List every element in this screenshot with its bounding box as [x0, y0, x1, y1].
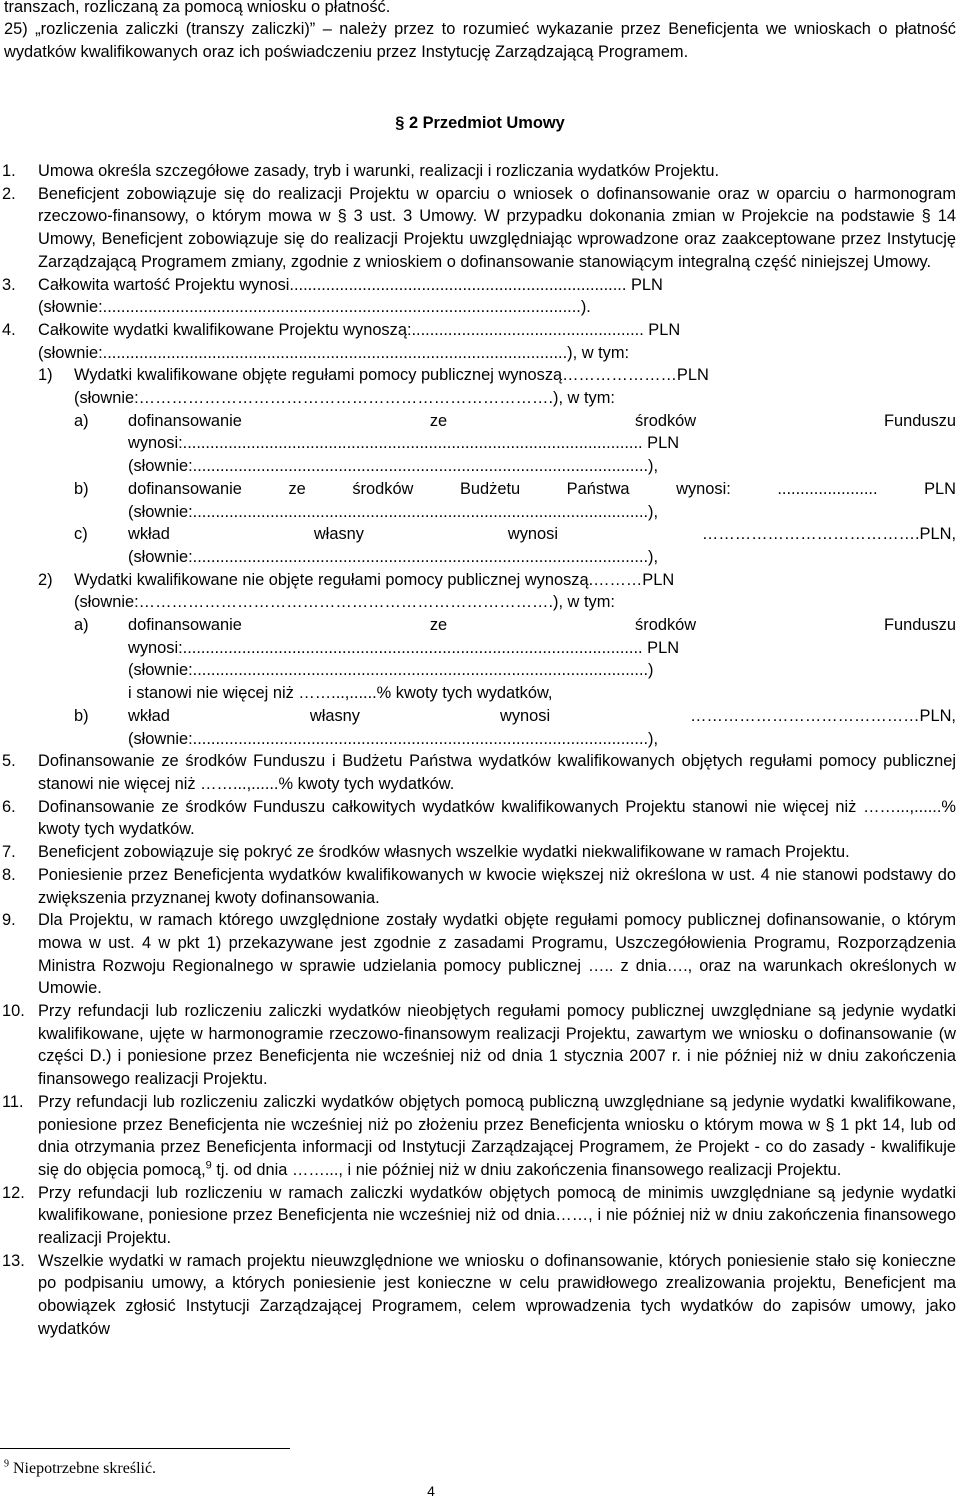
sub-sub-item [74, 410, 956, 478]
sub-text: wynosi:..................................................................................................... PLN [128, 434, 680, 453]
list-item [0, 864, 956, 909]
sub-label: c) [74, 525, 88, 544]
item-text: Dofinansowanie ze środków Funduszu całkowitych wydatków kwalifikowanych Projektu stanowi nie więcej niż ……...,......% kwoty tych wydatków. [38, 797, 956, 839]
sub-text: (słownie:....................................................................................................), [128, 457, 659, 476]
item-number: 5. [2, 752, 16, 771]
sub-sub-item [74, 614, 956, 705]
list-item [0, 160, 956, 183]
footnote-separator [0, 1448, 290, 1449]
sub-text: Wydatki kwalifikowane objęte regułami pomocy publicznej wynoszą…………………PLN [74, 366, 709, 385]
item-text: tj. od dnia ……..., i nie później niż w dniu zakończenia finansowego realizacji Projektu. [211, 1160, 842, 1179]
item-text: Dofinansowanie ze środków Funduszu i Budżetu Państwa wydatków kwalifikowanych objętych regułami pomocy publicznej stanowi nie więcej niż ……...,......% kwoty tych wydatków. [38, 752, 956, 793]
list-item [0, 796, 956, 841]
item-text: Umowa określa szczegółowe zasady, tryb i warunki, realizacji i rozliczania wydatków Projektu. [38, 162, 720, 180]
list-item [0, 274, 956, 319]
page-number: 4 [427, 1483, 435, 1499]
sub-text: (słownie:………………………………………………………………….), w tym: [74, 593, 615, 612]
sub-item [38, 364, 956, 568]
item-text: Przy refundacji lub rozliczeniu zaliczki wydatków objętych pomocą publiczną uwzględniane są jedynie wydatki kwalifikowane, poniesione przez Beneficjenta nie wcześniej niż po złożeniu przez Beneficjenta wniosku o którym mowa w § 1 pkt 14, lub od dnia otrzymania przez Beneficjenta informacji od Instytucji Zarządzającej Programem, że Projekt - co do zasady - kwalifikuje się do objęcia pomocą, [38, 1092, 956, 1179]
list-item [0, 1182, 956, 1250]
item-number: 6. [2, 797, 16, 816]
article-list [0, 160, 956, 1341]
item-text: Beneficjent zobowiązuje się pokryć ze środków własnych wszelkie wydatki niekwalifikowane w ramach Projektu. [38, 843, 850, 862]
sub-label: a) [74, 616, 89, 635]
sub-text: i stanowi nie więcej niż ……...,......% kwoty tych wydatków, [128, 684, 553, 703]
sub-text: (słownie:....................................................................................................), [128, 502, 659, 521]
item-text: Beneficjent zobowiązuje się do realizacji Projektu w oparciu o wniosek o dofinansowanie oraz w oparciu o harmonogram rzeczowo-finansowy, o którym mowa w § 3 ust. 3 Umowy. W przypadku dokonania zmian w Projekcie na podstawie § 14 Umowy, Beneficjent zobowiązuje się do realizacji Projektu uwzględniając wprowadzone oraz zaakceptowane przez Instytucję Zarządzającą Programem zmiany, zgodnie z wnioskiem o dofinansowanie stanowiącym integralną część niniejszej Umowy. [38, 184, 956, 271]
sub-text: wynosi:..................................................................................................... PLN [128, 638, 680, 657]
list-item [0, 319, 956, 750]
sub-label: 2) [38, 570, 53, 589]
sub-text: dofinansowanie ze środków Funduszu [128, 411, 956, 430]
list-item [0, 750, 956, 795]
item-text: Wszelkie wydatki w ramach projektu nieuwzględnione we wniosku o dofinansowanie, których poniesienie stało się konieczne po podpisaniu umowy, a których poniesienie jest konieczne w celu prawidłowego zrealizowania projektu, Beneficjent ma obowiązek zgłosić Instytucji Zarządzającej Programem, celem wprowadzenia tych wydatków do zapisów umowy, jako wydatków [38, 1251, 956, 1338]
sub-label: b) [74, 479, 89, 498]
sub-text: (słownie:....................................................................................................) [128, 661, 654, 680]
item-number: 9. [2, 911, 16, 930]
footnote-number: 9 [4, 1458, 9, 1470]
sub-text: Wydatki kwalifikowane nie objęte regułami pomocy publicznej wynoszą.………PLN [74, 570, 675, 589]
sub-sub-item [74, 523, 956, 568]
item-number: 4. [2, 320, 16, 339]
item-number: 7. [2, 843, 16, 862]
item-text: Przy refundacji lub rozliczeniu zaliczki wydatków nieobjętych regułami pomocy publicznej uwzględniane są jedynie wydatki kwalifikowane, ujęte w harmonogramie rzeczowo-finansowym realizacji Projektu, zawartym we wniosku o dofinansowanie (w części D.) i poniesione przez Beneficjenta nie wcześniej niż od dnia 1 stycznia 2007 r. i nie później niż w dniu zakończenia finansowego realizacji Projektu. [38, 1002, 956, 1089]
footnote [4, 1458, 156, 1481]
item-number: 10. [2, 1002, 25, 1021]
item-number: 11. [2, 1092, 24, 1111]
item-number: 1. [2, 162, 16, 180]
item-number: 13. [2, 1251, 25, 1270]
sub-text: (słownie:....................................................................................................), [128, 547, 659, 566]
list-item [0, 183, 956, 274]
item-number: 3. [2, 275, 16, 294]
footnote-reference[interactable]: 9 [205, 1159, 212, 1172]
list-item [0, 1000, 956, 1091]
sub-text: (słownie:....................................................................................................), [128, 729, 659, 748]
item-text: Całkowite wydatki kwalifikowane Projektu wynoszą:................................................... PLN [38, 320, 681, 339]
sub-text: dofinansowanie ze środków Budżetu Państwa wynosi: ...................... PLN [128, 479, 956, 498]
section-title: § 2 Przedmiot Umowy [395, 114, 565, 132]
item-number: 2. [2, 184, 16, 203]
continuation-line: transzach, rozliczaną za pomocą wniosku o płatność. [4, 0, 391, 16]
sub-label: b) [74, 706, 89, 725]
sub-text: dofinansowanie ze środków Funduszu [128, 616, 956, 635]
sub-text: wkład własny wynosi ………………………………….PLN, [128, 525, 956, 544]
item-text: (słownie:.........................................................................................................). [38, 298, 591, 317]
sub-item [38, 569, 956, 751]
sub-label: a) [74, 411, 89, 430]
sub-text: wkład własny wynosi ……………………………………PLN, [128, 706, 956, 725]
item-text: (słownie:......................................................................................................), w tym: [38, 343, 630, 362]
footnote-text: Niepotrzebne skreślić. [13, 1460, 157, 1477]
list-item [0, 841, 956, 864]
list-item [0, 909, 956, 1000]
sub-sub-item [74, 478, 956, 523]
sub-sub-item [74, 705, 956, 750]
item-text: Przy refundacji lub rozliczeniu w ramach zaliczki wydatków objętych pomocą de minimis uwzględniane są jedynie wydatki kwalifikowane, poniesione przez Beneficjenta nie wcześniej niż od dnia……, i nie później niż w dniu zakończenia finansowego realizacji Projektu. [38, 1183, 956, 1248]
item-text: Dla Projektu, w ramach którego uwzględnione zostały wydatki objęte regułami pomocy publicznej dofinansowanie, o którym mowa w ust. 4 w pkt 1) przekazywane jest zgodnie z zasadami Programu, Uszczegółowienia Programu, Rozporządzenia Ministra Rozwoju Regionalnego w sprawie udzielania pomocy publicznej ….. z dnia…., oraz na warunkach określonych w Umowie. [38, 911, 956, 998]
sub-text: (słownie:………………………………………………………………….), w tym: [74, 389, 615, 408]
list-item [0, 1250, 956, 1341]
sub-label: 1) [38, 366, 53, 385]
list-item [0, 1091, 956, 1182]
item-text: Całkowita wartość Projektu wynosi.......................................................................... PLN [38, 275, 663, 294]
item-number: 8. [2, 865, 16, 884]
item-text: Poniesienie przez Beneficjenta wydatków kwalifikowanych w kwocie większej niż określona w ust. 4 nie stanowi podstawy do zwiększenia przyznanej kwoty dofinansowania. [38, 865, 956, 907]
item-number: 12. [2, 1183, 25, 1202]
definition-25: 25) „rozliczenia zaliczki (transzy zaliczki)” – należy przez to rozumieć wykazanie przez Beneficjenta we wnioskach o płatność wydatków kwalifikowanych oraz ich poświadczeniu przez Instytucję Zarządzającą Programem. [4, 20, 956, 61]
